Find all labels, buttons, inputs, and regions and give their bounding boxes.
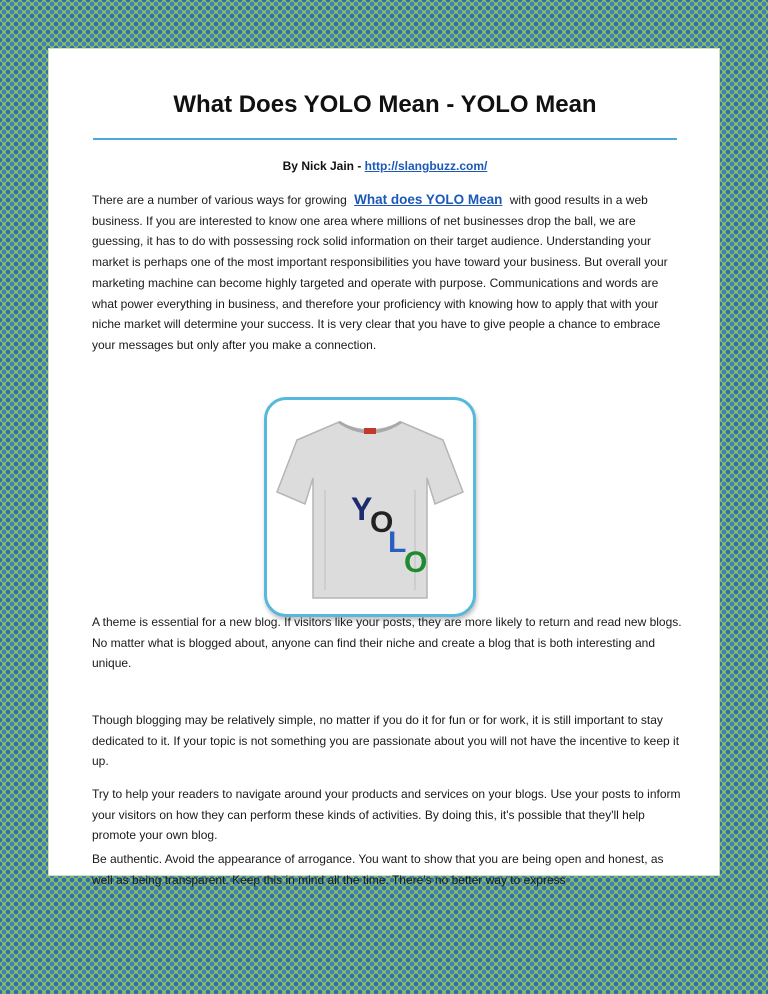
tshirt-illustration — [267, 400, 473, 614]
byline — [97, 159, 673, 173]
document-page — [48, 48, 720, 887]
paragraph-theme: A theme is essential for a new blog. If visitors like your posts, they are more likely to return and read new blogs. No matter what is blogged about, anyone can find their niche and create a blog that is both interesting and unique. — [92, 615, 682, 671]
letter-o-1: O — [370, 506, 394, 539]
intro-text-after: with good results in a web business. If you are interested to know one area where millions of net businesses drop the ball, we are guessing, it has to do with possessing rock solid information on their target audience. Understanding your market is perhaps one of the most important responsibilities you have toward your business. But overall your marketing machine can become highly targeted and operate with purpose. Communications and words are what power everything in business, and therefore your proficiency with knowing how to apply that with your niche market will determine your success. It is very clear that you have to give people a chance to embrace your messages but only after you make a connection. — [92, 193, 668, 352]
intro-paragraph — [92, 190, 682, 356]
paragraph-dedication: Though blogging may be relatively simple, no matter if you do it for fun or for work, it is still important to stay dedicated to it. If your topic is not something you are passionate about you will not have the incentive to keep it up. — [92, 713, 680, 769]
byline-link[interactable]: http://slangbuzz.com/ — [364, 159, 488, 173]
intro-text-before: There are a number of various ways for growing — [92, 193, 351, 207]
letter-l: L — [388, 526, 407, 559]
title-divider — [93, 138, 677, 140]
paragraph-authentic: Be authentic. Avoid the appearance of arrogance. You want to show that you are being open and honest, as well as being transparent. Keep this in mind all the time. There's no better way to express — [92, 852, 664, 887]
letter-y: Y — [351, 491, 373, 527]
paragraph-navigation: Try to help your readers to navigate around your products and services on your blogs. Use your posts to inform your visitors on how they can perform these kinds of activities. By doing this, it's possible that they'll help promote your own blog. — [92, 787, 681, 843]
tshirt-image — [264, 397, 476, 617]
byline-author: By Nick Jain - — [282, 159, 365, 173]
letter-o-2: O — [404, 546, 428, 579]
yolo-meaning-link[interactable]: What does YOLO Mean — [354, 192, 503, 207]
tshirt-label — [364, 428, 376, 434]
page-title: What Does YOLO Mean - YOLO Mean — [173, 91, 597, 118]
